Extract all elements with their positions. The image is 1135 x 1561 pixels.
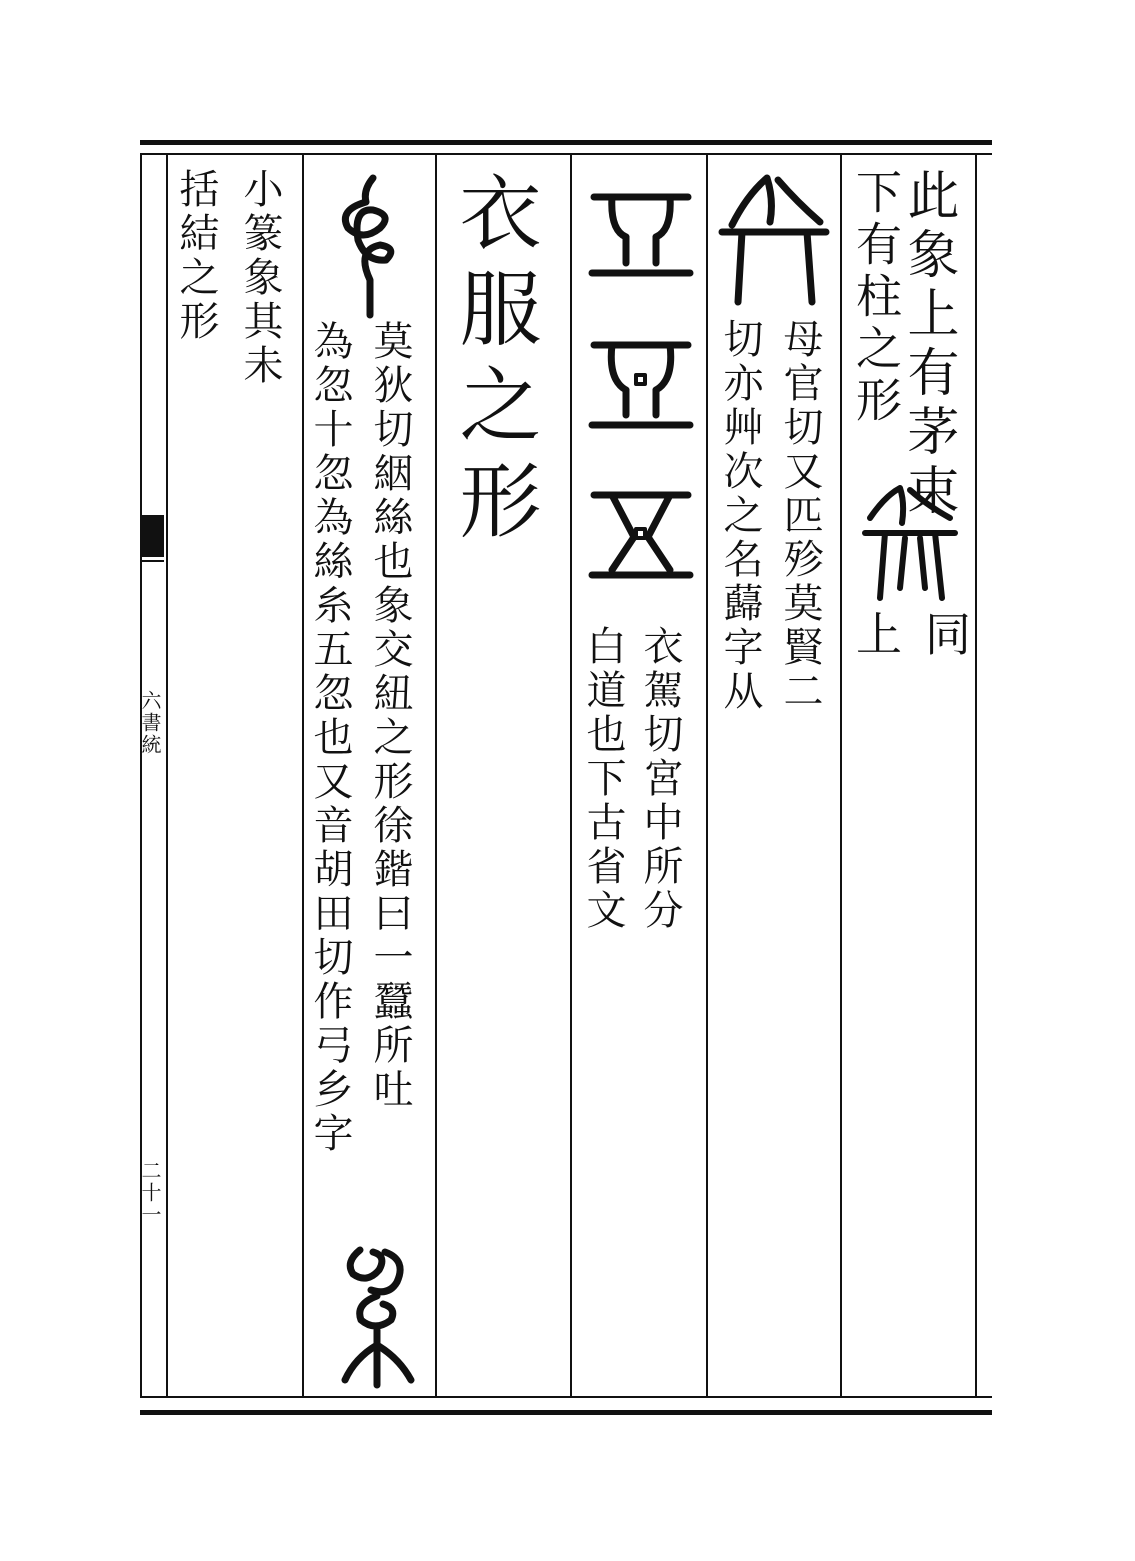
column-rule-4 <box>435 155 437 1396</box>
column-4a-text: 衣駕切宮中所分 <box>637 625 683 933</box>
seal-character-mi <box>318 170 418 320</box>
column-3a-text: 母官切又匹殄莫賢二 <box>777 318 823 714</box>
right-border <box>975 155 977 1396</box>
column-rule-1 <box>840 155 842 1396</box>
fold-mark-line <box>142 560 164 562</box>
seal-character-ya <box>582 175 700 630</box>
column-7-text: 小篆象其未 <box>237 168 283 388</box>
seal-character-mi-variant <box>335 1240 420 1390</box>
margin-book-title: 六書統 <box>138 690 162 756</box>
column-3b-text: 切亦艸次之名蘬字从 <box>717 318 763 714</box>
column-2-text: 下有柱之形 <box>849 168 903 428</box>
column-5-heading: 衣服之形 <box>446 170 541 554</box>
seal-character-mian-small <box>850 478 970 608</box>
column-rule-2 <box>706 155 708 1396</box>
column-1-tail: 同 <box>918 610 972 662</box>
column-rule-3 <box>570 155 572 1396</box>
top-border-thin <box>140 153 992 155</box>
bottom-border-thin <box>140 1396 992 1398</box>
top-border-thick <box>140 140 992 145</box>
column-1-text: 此象上有茅束 <box>898 168 958 522</box>
fold-mark-top <box>142 515 164 557</box>
margin-page-number: 二十一 <box>138 1160 162 1226</box>
column-rule-5 <box>302 155 304 1396</box>
column-8-text: 括結之形 <box>173 168 219 344</box>
column-rule-6 <box>166 155 168 1396</box>
column-6b-text: 為忽十忽為絲糸五忽也又音胡田切作弓乡字 <box>307 320 353 1156</box>
column-4b-text: 白道也下古省文 <box>580 625 626 933</box>
column-6a-text: 莫狄切絪絲也象交紐之形徐鍇曰一蠶所吐 <box>367 320 413 1112</box>
column-2-tail: 上 <box>849 610 903 662</box>
bottom-border-thick <box>140 1410 992 1415</box>
seal-character-mian <box>712 170 836 310</box>
